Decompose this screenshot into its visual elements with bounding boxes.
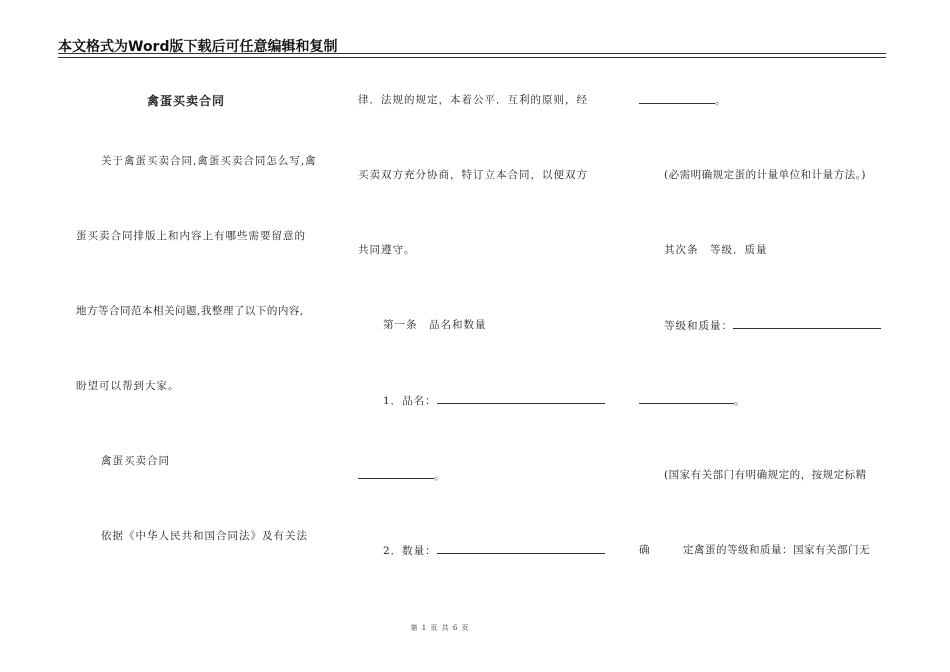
item-name-row xyxy=(383,393,605,408)
paragraph-line: 依据《中华人民共和国合同法》及有关法 xyxy=(101,530,308,542)
period: 。 xyxy=(434,470,446,482)
item-name-label: 1．品名： xyxy=(383,395,437,407)
item-name-blank xyxy=(437,393,605,404)
paragraph-line: 蛋买卖合同排版上和内容上有哪些需要留意的 xyxy=(76,230,306,242)
item-quantity-row xyxy=(383,543,605,558)
quality-blank-continued xyxy=(639,393,746,408)
quality-row xyxy=(664,318,881,333)
document-header: 本文格式为Word版下载后可任意编辑和复制 xyxy=(58,39,338,55)
note-line: (必需明确规定蛋的计量单位和计量方法。) xyxy=(664,169,866,181)
item-quantity-blank xyxy=(437,543,605,554)
paragraph-line: 律．法规的规定，本着公平．互利的原则，经 xyxy=(358,94,588,106)
quantity-blank-continued xyxy=(639,93,727,108)
document-title: 禽蛋买卖合同 xyxy=(147,94,226,108)
blank-line xyxy=(639,393,734,404)
paragraph-line: 地方等合同范本相关问题,我整理了以下的内容, xyxy=(76,305,304,317)
quality-blank xyxy=(733,318,881,329)
article-heading: 其次条 等级．质量 xyxy=(664,244,768,256)
article-heading: 第一条 品名和数量 xyxy=(383,319,487,331)
period: 。 xyxy=(715,95,727,107)
paragraph-line-start: 确 xyxy=(639,544,651,556)
page-footer: 第 1 页 共 6 页 xyxy=(410,624,470,632)
header-divider xyxy=(58,53,886,58)
item-name-continuation xyxy=(358,468,446,483)
item-quantity-label: 2．数量： xyxy=(383,545,437,557)
period: 。 xyxy=(734,395,746,407)
paragraph-line: 共同遵守。 xyxy=(358,244,416,256)
paragraph-line: 买卖双方充分协商，特订立本合同，以便双方 xyxy=(358,169,588,181)
note-line: (国家有关部门有明确规定的，按规定标精 xyxy=(664,469,867,481)
paragraph-line: 盼望可以帮到大家。 xyxy=(76,380,180,392)
item-name-blank-continued xyxy=(358,468,434,479)
paragraph-line: 定禽蛋的等级和质量：国家有关部门无 xyxy=(683,544,870,556)
blank-line xyxy=(639,93,715,104)
section-heading: 禽蛋买卖合同 xyxy=(101,455,170,467)
quality-label: 等级和质量： xyxy=(664,320,733,332)
paragraph-line: 关于禽蛋买卖合同,禽蛋买卖合同怎么写,禽 xyxy=(101,155,317,167)
